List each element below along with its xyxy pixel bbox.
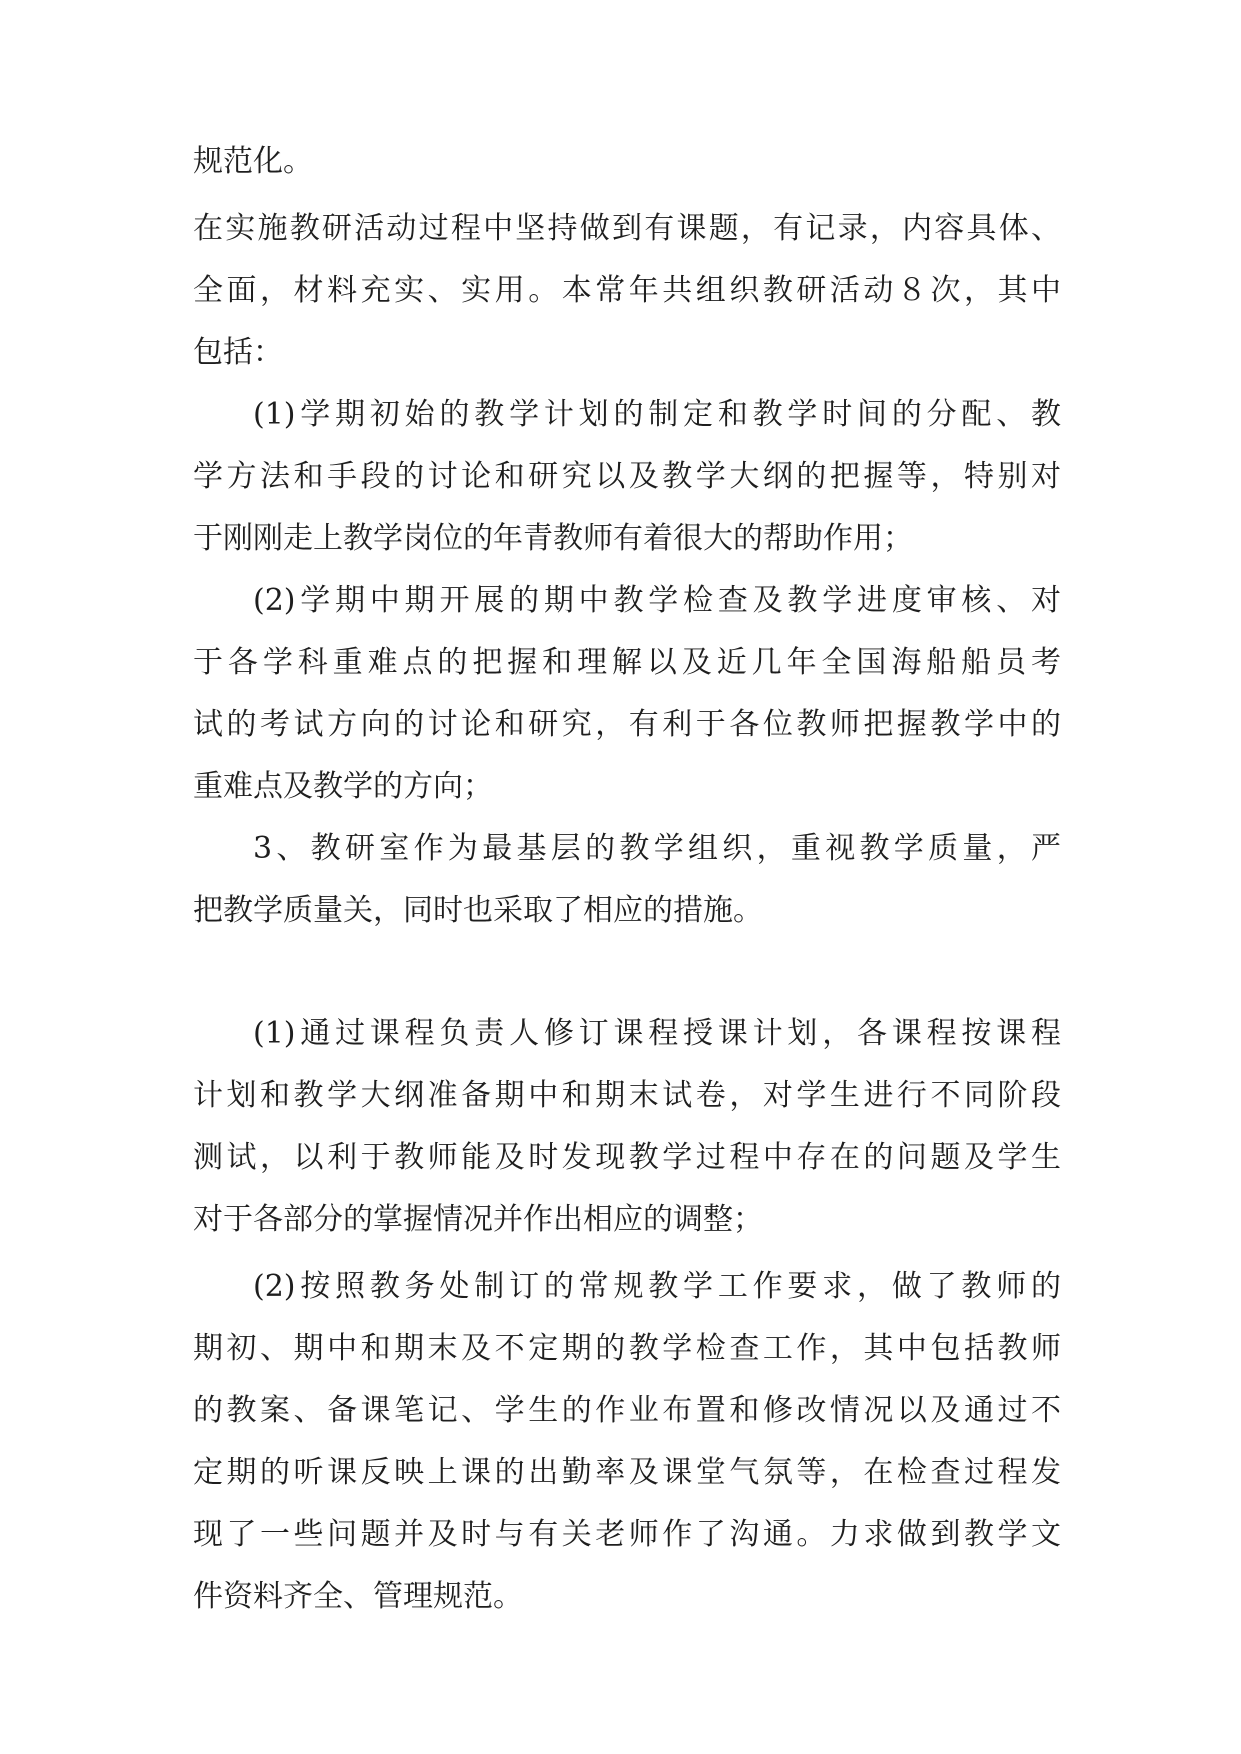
text-line: (2)按照教务处制订的常规教学工作要求，做了教师的: [253, 1269, 1061, 1304]
text-line: 规范化。: [193, 144, 313, 179]
text-line: 把教学质量关，同时也采取了相应的措施。: [193, 893, 763, 928]
text-line: 测试，以利于教师能及时发现教学过程中存在的问题及学生: [193, 1140, 1061, 1175]
document-page: [193, 0, 1061, 1754]
text-line: 对于各部分的掌握情况并作出相应的调整；: [193, 1202, 763, 1237]
text-line: 期初、期中和期末及不定期的教学检查工作，其中包括教师: [193, 1331, 1061, 1366]
text-line: 的教案、备课笔记、学生的作业布置和修改情况以及通过不: [193, 1393, 1061, 1428]
text-line: 试的考试方向的讨论和研究，有利于各位教师把握教学中的: [193, 707, 1061, 742]
text-line: 3、教研室作为最基层的教学组织，重视教学质量，严: [253, 831, 1061, 866]
text-line: 于刚刚走上教学岗位的年青教师有着很大的帮助作用；: [193, 521, 913, 556]
text-line: 重难点及教学的方向；: [193, 769, 493, 804]
text-line: (2)学期中期开展的期中教学检查及教学进度审核、对: [253, 583, 1061, 618]
text-line: (1)通过课程负责人修订课程授课计划，各课程按课程: [253, 1016, 1061, 1051]
text-line: 于各学科重难点的把握和理解以及近几年全国海船船员考: [193, 645, 1061, 680]
text-line: 现了一些问题并及时与有关老师作了沟通。力求做到教学文: [193, 1517, 1061, 1552]
text-line: (1)学期初始的教学计划的制定和教学时间的分配、教: [253, 397, 1061, 432]
text-line: 包括：: [193, 335, 283, 370]
text-line: 在实施教研活动过程中坚持做到有课题，有记录，内容具体、: [193, 211, 1061, 246]
text-line: 定期的听课反映上课的出勤率及课堂气氛等，在检查过程发: [193, 1455, 1061, 1490]
text-line: 全面，材料充实、实用。本常年共组织教研活动８次，其中: [193, 273, 1061, 308]
text-line: 件资料齐全、管理规范。: [193, 1579, 523, 1614]
text-line: 学方法和手段的讨论和研究以及教学大纲的把握等，特别对: [193, 459, 1061, 494]
text-line: 计划和教学大纲准备期中和期末试卷，对学生进行不同阶段: [193, 1078, 1061, 1113]
